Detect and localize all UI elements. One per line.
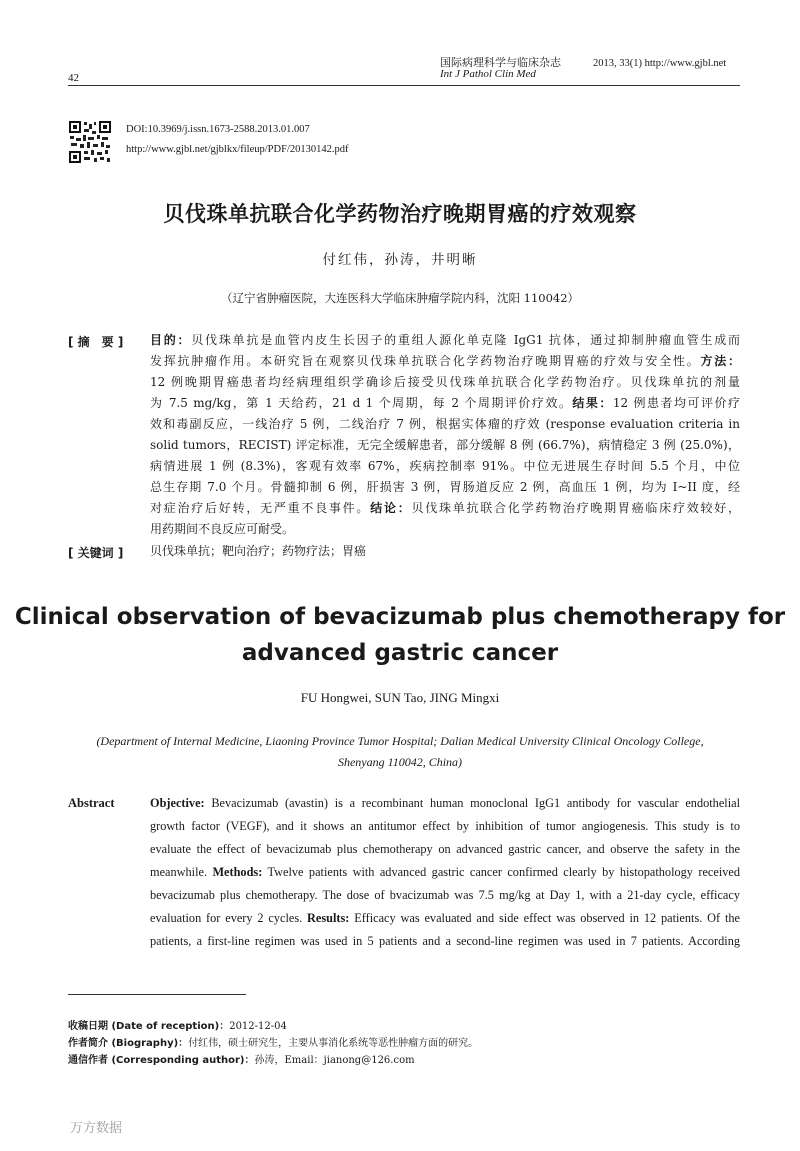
header-rule (68, 85, 740, 86)
article-title-en-line2: advanced gastric cancer (241, 640, 559, 666)
abstract-line-en: meanwhile. Methods: Twelve patients with advanced gastric cancer confirmed clearly by histopathology received (150, 865, 740, 879)
abstract-label-cn: [ 摘 要 ] (68, 335, 124, 349)
footnote-received: 收稿日期 (Date of reception)：2012-12-04 (68, 1021, 287, 1032)
article-title-cn: 贝伐珠单抗联合化学药物治疗晚期胃癌的疗效观察 (163, 202, 637, 226)
abstract-line-cn: 目的：贝伐珠单抗是血管内皮生长因子的重组人源化单克隆 IgG1 抗体，通过抑制肿瘤血管生成而 (150, 333, 740, 347)
abstract-line-cn: 病情进展 1 例 (8.3%)，客观有效率 67%，疾病控制率 91%。中位无进展生存时间 5.5 个月，中位 (150, 459, 740, 473)
issue-info: 2013, 33(1) http://www.gjbl.net (593, 58, 727, 69)
doi-text: DOI:10.3969/j.issn.1673-2588.2013.01.007 (126, 124, 310, 135)
abstract-line-en: evaluate the effect of bevacizumab plus chemotherapy on advanced gastric cancer, and observe the safety in the (150, 842, 740, 856)
qr-code-icon (68, 120, 112, 164)
page-number: 42 (68, 72, 79, 84)
abstract-line-cn: 总生存期 7.0 个月。骨髓抑制 6 例，肝损害 3 例，胃肠道反应 2 例，高血压 1 例，均为 I~II 度，经 (150, 480, 740, 494)
keywords-label-cn: [ 关键词 ] (68, 546, 124, 560)
abstract-line-en: patients, a first-line regimen was used in 5 patients and a second-line regimen was used in 7 patients. According (150, 934, 740, 948)
abstract-line-en: growth factor (VEGF), and it shows an antitumor effect by inhibition of tumor angiogenesis. This study is to (150, 819, 740, 833)
abstract-line-cn: solid tumors，RECIST) 评定标准，无完全缓解患者，部分缓解 8 例 (66.7%)，病情稳定 3 例 (25.0%)， (150, 438, 740, 452)
journal-name-cn: 国际病理科学与临床杂志 (440, 56, 561, 69)
abstract-line-cn: 发挥抗肿瘤作用。本研究旨在观察贝伐珠单抗联合化学药物治疗晚期胃癌的疗效与安全性。方法： (150, 354, 740, 368)
authors-cn: 付红伟，孙涛，井明晰 (322, 252, 478, 268)
journal-name-en: Int J Pathol Clin Med (440, 68, 536, 80)
abstract-line-en: evaluation for every 2 cycles. Results: Efficacy was evaluated and side effect was observed in 12 patients. Of the (150, 911, 740, 925)
footnote-corresponding-author: 通信作者 (Corresponding author)：孙涛，Email：jianong@126.com (68, 1055, 415, 1066)
affiliation-en-line2: Shenyang 110042, China) (337, 755, 463, 769)
abstract-label-en: Abstract (68, 796, 115, 810)
footnote-biography: 作者简介 (Biography)：付红伟，硕士研究生，主要从事消化系统等恶性肿瘤方面的研究。 (68, 1038, 479, 1049)
footnote-rule (68, 994, 246, 995)
article-title-en-line1: Clinical observation of bevacizumab plus chemotherapy for (14, 604, 786, 630)
pdf-url-link[interactable]: http://www.gjbl.net/gjblkx/fileup/PDF/20130142.pdf (126, 144, 349, 155)
keywords-cn: 贝伐珠单抗；靶向治疗；药物疗法；胃癌 (150, 544, 367, 558)
abstract-line-en: bevacizumab plus chemotherapy. The dose of bvacizumab was 7.5 mg/kg at Day 1, with a 21-day cycle, efficacy (150, 888, 740, 902)
abstract-line-cn: 为 7.5 mg/kg，第 1 天给药，21 d 1 个周期，每 2 个周期评价疗效。结果：12 例患者均可评价疗 (150, 396, 740, 410)
watermark: 万方数据 (70, 1121, 123, 1136)
abstract-line-cn: 效和毒副反应，一线治疗 5 例，二线治疗 7 例，根据实体瘤的疗效 (response evaluation criteria in (150, 417, 740, 431)
affiliation-cn: （辽宁省肿瘤医院，大连医科大学临床肿瘤学院内科，沈阳 110042） (220, 291, 580, 305)
authors-en: FU Hongwei, SUN Tao, JING Mingxi (300, 690, 500, 705)
abstract-line-en: Objective: Bevacizumab (avastin) is a recombinant human monoclonal IgG1 antibody for vascular endothelial (150, 796, 740, 810)
abstract-line-cn: 对症治疗后好转，无严重不良事件。结论：贝伐珠单抗联合化学药物治疗晚期胃癌临床疗效较好， (150, 501, 740, 515)
abstract-line-cn: 用药期间不良反应可耐受。 (150, 522, 295, 536)
affiliation-en-line1: (Department of Internal Medicine, Liaoning Province Tumor Hospital; Dalian Medical University Clinical Oncology College, (96, 734, 704, 748)
abstract-line-cn: 12 例晚期胃癌患者均经病理组织学确诊后接受贝伐珠单抗联合化学药物治疗。贝伐珠单抗的剂量 (150, 375, 740, 389)
